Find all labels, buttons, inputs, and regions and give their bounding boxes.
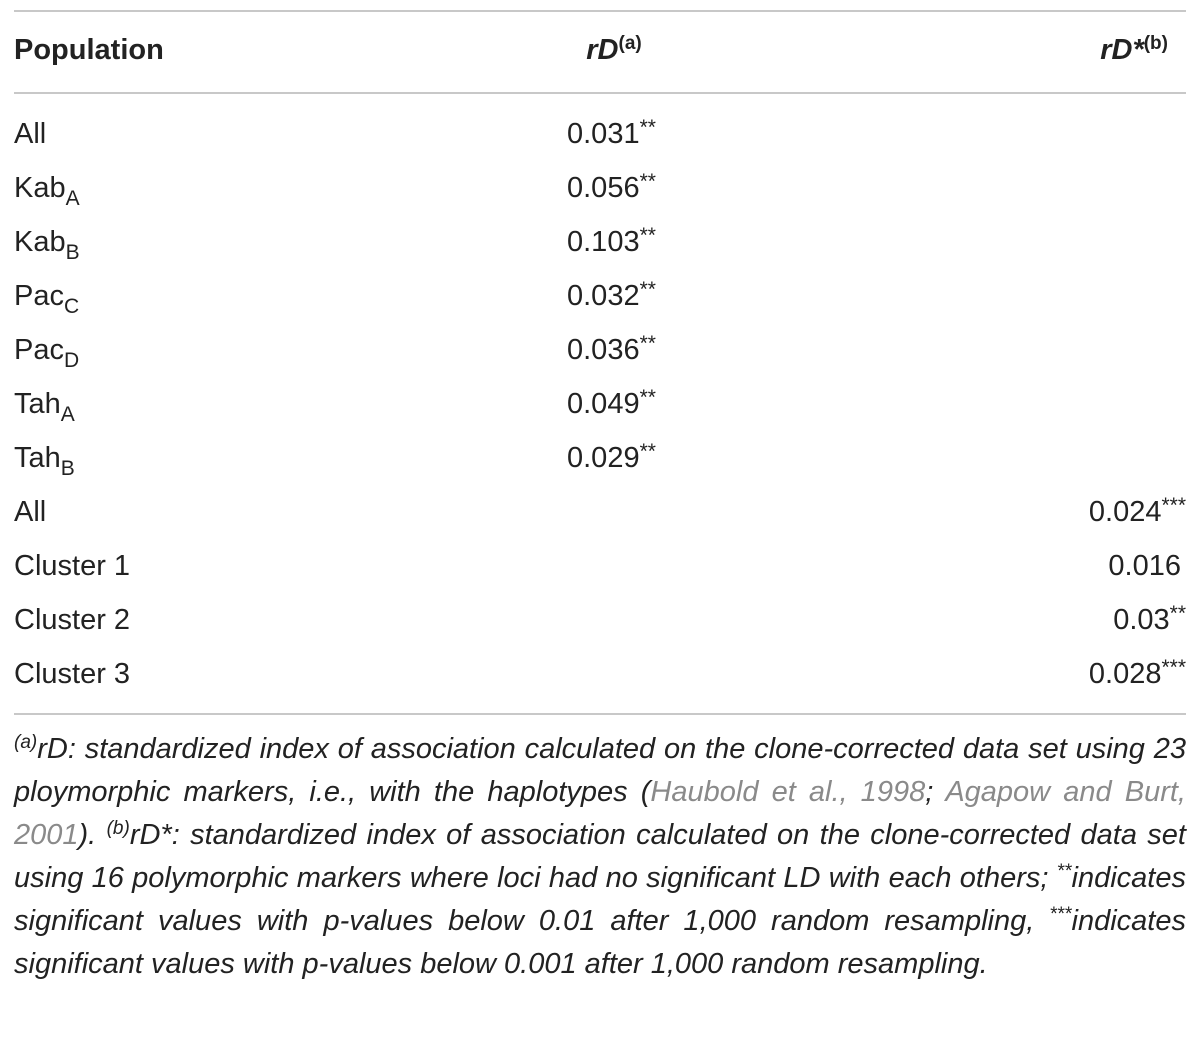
table-row — [14, 539, 1186, 593]
rd-value-cell — [567, 431, 656, 485]
population-name: Cluster 1 — [14, 550, 131, 582]
population-name: Cluster 2 — [14, 604, 131, 636]
population-cell — [14, 539, 130, 593]
table-row — [14, 269, 1186, 323]
rd-star-value-cell — [1108, 539, 1181, 593]
population-name: All — [14, 118, 47, 150]
rd-significance-marker: ** — [639, 278, 656, 301]
rd-star-value: 0.03 — [1113, 604, 1170, 636]
rd-star-value: 0.016 — [1108, 550, 1181, 582]
population-name: Pac — [14, 334, 64, 366]
footnote-a-mark: (a) — [14, 732, 38, 753]
header-rd-star-superscript: (b) — [1143, 33, 1168, 54]
header-rd-superscript: (a) — [618, 33, 642, 54]
rd-significance-marker: ** — [639, 224, 656, 247]
population-cell — [14, 431, 75, 485]
population-name: All — [14, 496, 47, 528]
footnote-double-asterisk: ** — [1056, 861, 1072, 882]
rd-star-significance-marker: *** — [1161, 494, 1186, 517]
table-row — [14, 593, 1186, 647]
table-footnote — [14, 728, 1186, 986]
header-rd — [569, 30, 659, 70]
population-subscript: A — [60, 403, 75, 426]
rd-star-value-cell — [1089, 647, 1186, 701]
rd-value: 0.049 — [567, 388, 640, 420]
bottom-rule — [14, 713, 1186, 715]
reference-link-agapow[interactable]: Agapow and Burt, 2001 — [14, 776, 1186, 851]
rd-value-cell — [567, 215, 656, 269]
footnote-b-mark: (b) — [106, 818, 130, 839]
rd-significance-marker: ** — [639, 116, 656, 139]
rd-value-cell — [567, 269, 656, 323]
rd-value: 0.029 — [567, 442, 640, 474]
top-rule — [14, 10, 1186, 12]
rd-significance-marker: ** — [639, 440, 656, 463]
rd-value-cell — [567, 161, 656, 215]
rd-value: 0.031 — [567, 118, 640, 150]
header-population: Population — [14, 34, 164, 66]
population-subscript: C — [63, 295, 80, 318]
population-cell — [14, 107, 46, 161]
footnote-separator: ; — [925, 776, 946, 808]
rd-star-significance-marker: *** — [1161, 656, 1186, 679]
population-cell — [14, 593, 130, 647]
table-row — [14, 431, 1186, 485]
population-name: Tah — [14, 388, 61, 420]
rd-value-cell — [567, 377, 656, 431]
table-row — [14, 323, 1186, 377]
population-name: Kab — [14, 226, 66, 258]
rd-significance-marker: ** — [639, 332, 656, 355]
reference-link-haubold[interactable]: Haubold et al., 1998 — [650, 776, 926, 808]
rd-star-value: 0.028 — [1088, 658, 1162, 690]
population-subscript: A — [65, 187, 80, 210]
footnote-a-text: rD: standardized index of association calculated on the clone-corrected data set using 23 ploymorphic markers, i.e., with the haplotypes ( — [14, 733, 1186, 808]
population-cell — [14, 377, 75, 431]
footnote-double-asterisk-text: indicates significant values with p-values below 0.01 after 1,000 random resampling, — [14, 862, 1186, 937]
header-rd-star-label: rD* — [1100, 34, 1144, 66]
footnote-triple-asterisk-text: indicates significant values with p-values below 0.001 after 1,000 random resampling. — [14, 905, 1186, 980]
rd-star-value-cell — [1089, 485, 1186, 539]
rd-value: 0.056 — [567, 172, 640, 204]
table-row — [14, 377, 1186, 431]
header-rd-star — [1100, 30, 1168, 70]
population-name: Kab — [14, 172, 66, 204]
rd-star-value: 0.024 — [1088, 496, 1162, 528]
population-cell — [14, 647, 130, 701]
table-row — [14, 215, 1186, 269]
table-row — [14, 647, 1186, 701]
table-body — [14, 107, 1186, 701]
population-name: Cluster 3 — [14, 658, 131, 690]
population-cell — [14, 323, 79, 377]
rd-value: 0.032 — [567, 280, 640, 312]
table-row — [14, 485, 1186, 539]
population-cell — [14, 215, 80, 269]
header-rule — [14, 92, 1186, 94]
table-row — [14, 107, 1186, 161]
footnote-triple-asterisk: *** — [1049, 904, 1072, 925]
population-name: Tah — [14, 442, 61, 474]
population-cell — [14, 485, 46, 539]
rd-star-significance-marker: ** — [1169, 602, 1186, 625]
population-name: Pac — [14, 280, 64, 312]
rd-value: 0.103 — [567, 226, 640, 258]
population-subscript: B — [60, 457, 75, 480]
rd-value-cell — [567, 107, 656, 161]
rd-significance-marker: ** — [639, 386, 656, 409]
rd-star-value-cell — [1113, 593, 1186, 647]
table-row — [14, 161, 1186, 215]
population-subscript: D — [63, 349, 80, 372]
rd-value-cell — [567, 323, 656, 377]
footnote-a-end: ). — [78, 819, 107, 851]
header-rd-label: rD — [586, 34, 619, 66]
rd-value: 0.036 — [567, 334, 640, 366]
rd-significance-marker: ** — [639, 170, 656, 193]
footnote-b-text: rD*: standardized index of association calculated on the clone-corrected data set using 16 polymorphic markers where loci had no significant LD with each others; — [14, 819, 1186, 894]
population-cell — [14, 269, 79, 323]
population-cell — [14, 161, 80, 215]
population-subscript: B — [65, 241, 80, 264]
